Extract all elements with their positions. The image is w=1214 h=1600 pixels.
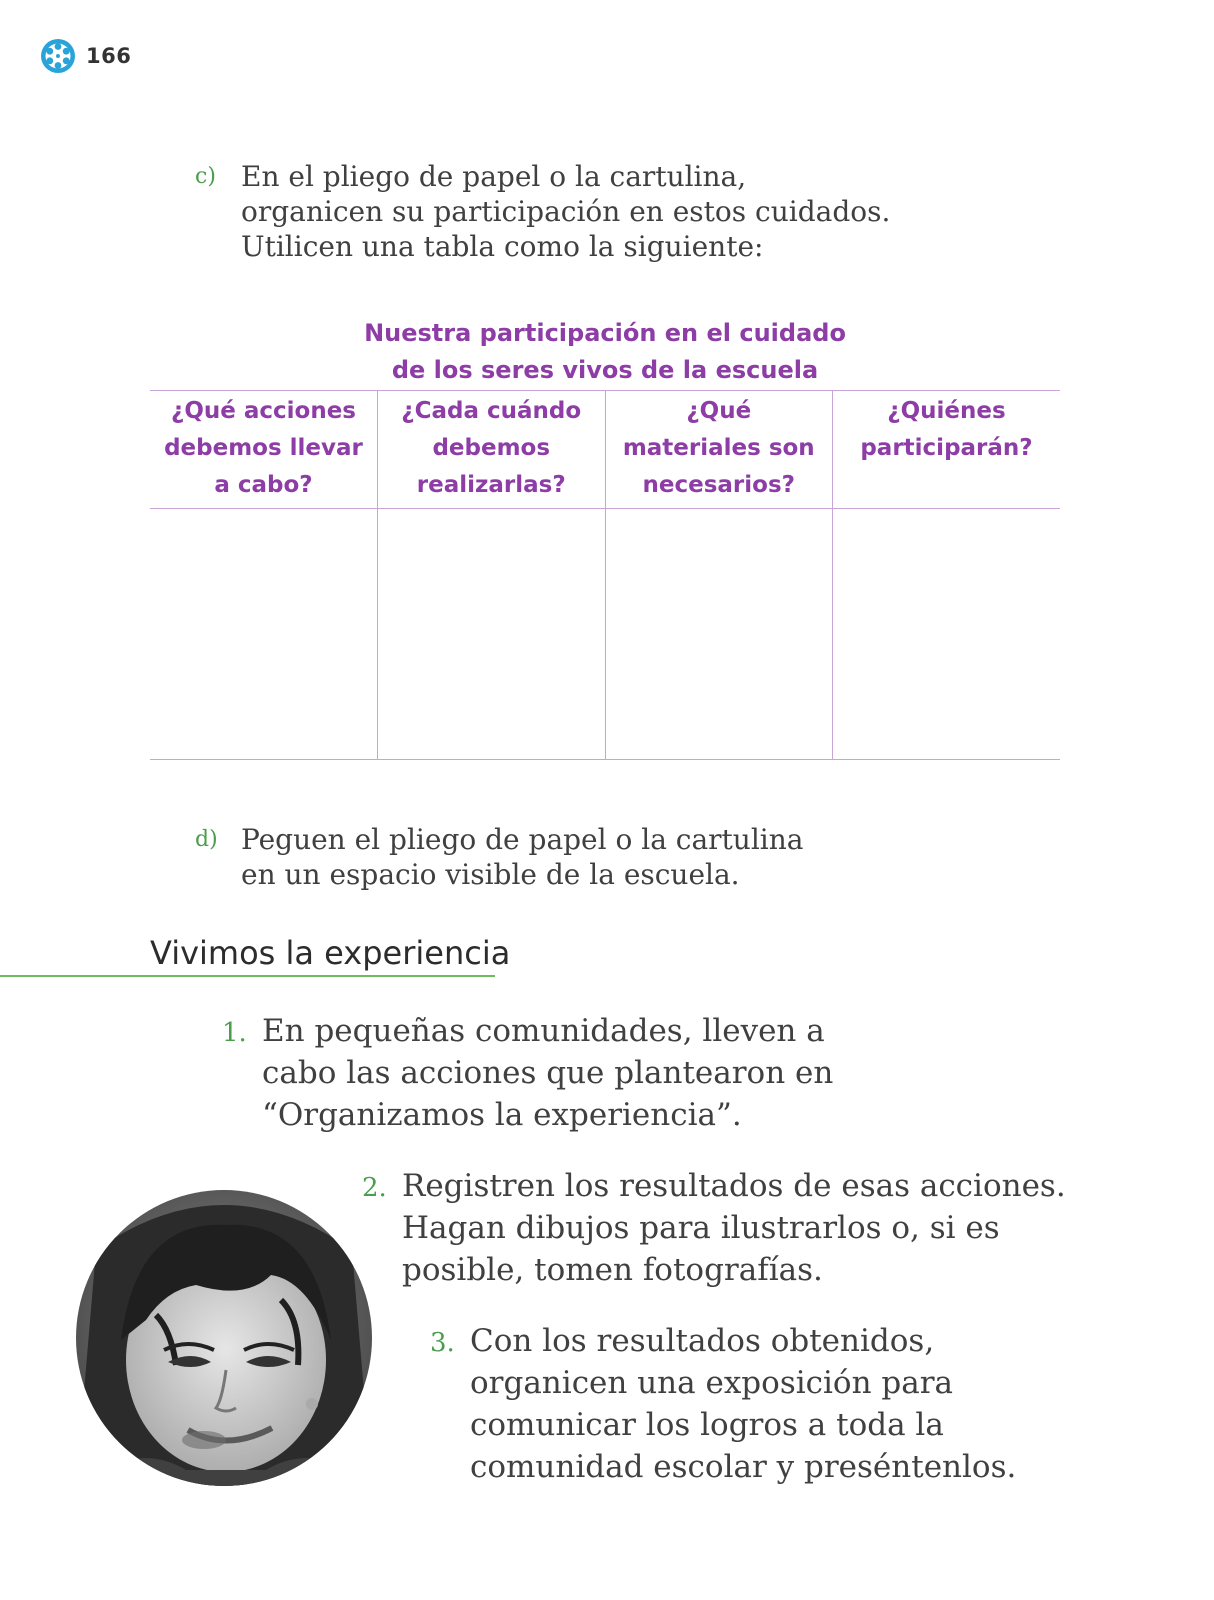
instruction-d — [195, 822, 803, 892]
header-line: ¿Quiénes — [887, 398, 1006, 424]
step-text — [470, 1320, 1016, 1488]
header-line: a cabo? — [214, 472, 313, 498]
page-number: 166 — [86, 44, 132, 68]
table-cell — [833, 509, 1061, 760]
header-line: debemos llevar — [164, 435, 363, 461]
header-line: ¿Cada cuándo — [401, 398, 582, 424]
table-cell — [605, 509, 833, 760]
header-line: materiales son — [622, 435, 815, 461]
header-line: ¿Qué acciones — [170, 398, 356, 424]
step-number: 1. — [222, 1018, 247, 1048]
item-marker: d) — [195, 827, 218, 852]
step-2 — [362, 1165, 1066, 1291]
item-marker: c) — [195, 164, 216, 189]
text-line: Peguen el pliego de papel o la cartulina — [241, 823, 804, 856]
text-line: organicen su participación en estos cuidados. — [241, 195, 891, 228]
page-header — [40, 38, 131, 74]
step-text — [262, 1010, 833, 1136]
table-title — [150, 315, 1060, 389]
text-line: cabo las acciones que plantearon en — [262, 1055, 834, 1091]
instruction-c — [195, 159, 890, 264]
step-text — [402, 1165, 1066, 1291]
table-row — [150, 509, 1060, 760]
text-line: comunidad escolar y preséntenlos. — [470, 1449, 1017, 1485]
text-line: comunicar los logros a toda la — [470, 1407, 944, 1443]
instruction-text — [241, 822, 803, 892]
text-line: Registren los resultados de esas acciones. — [402, 1168, 1066, 1204]
table-cell — [150, 509, 378, 760]
header-line: participarán? — [860, 435, 1033, 461]
text-line: Hagan dibujos para ilustrarlos o, si es — [402, 1210, 1000, 1246]
step-3 — [430, 1320, 1016, 1488]
column-header-frequency — [378, 391, 606, 509]
column-header-materials — [605, 391, 833, 509]
step-number: 3. — [430, 1328, 455, 1358]
table-title-line: de los seres vivos de la escuela — [391, 356, 819, 384]
header-line: debemos — [432, 435, 551, 461]
header-line: necesarios? — [642, 472, 795, 498]
text-line: “Organizamos la experiencia”. — [262, 1097, 742, 1133]
text-line: Con los resultados obtenidos, — [470, 1323, 935, 1359]
participation-table — [150, 390, 1060, 760]
column-header-actions — [150, 391, 378, 509]
child-portrait-illustration — [76, 1190, 372, 1486]
header-line: realizarlas? — [416, 472, 566, 498]
text-line: En pequeñas comunidades, lleven a — [262, 1013, 825, 1049]
text-line: En el pliego de papel o la cartulina, — [241, 160, 747, 193]
table-header-row — [150, 391, 1060, 509]
step-number: 2. — [362, 1173, 387, 1203]
flower-badge-icon — [40, 38, 76, 74]
table-title-line: Nuestra participación en el cuidado — [364, 319, 846, 347]
instruction-text — [241, 159, 890, 264]
table-cell — [378, 509, 606, 760]
section-title: Vivimos la experiencia — [150, 934, 511, 972]
step-1 — [222, 1010, 833, 1136]
text-line: organicen una exposición para — [470, 1365, 954, 1401]
column-header-participants — [833, 391, 1061, 509]
header-line: ¿Qué — [686, 398, 752, 424]
text-line: posible, tomen fotografías. — [402, 1252, 823, 1288]
section-divider — [0, 975, 495, 977]
child-portrait-photo — [76, 1190, 372, 1486]
text-line: Utilicen una tabla como la siguiente: — [241, 230, 764, 263]
text-line: en un espacio visible de la escuela. — [241, 858, 740, 891]
